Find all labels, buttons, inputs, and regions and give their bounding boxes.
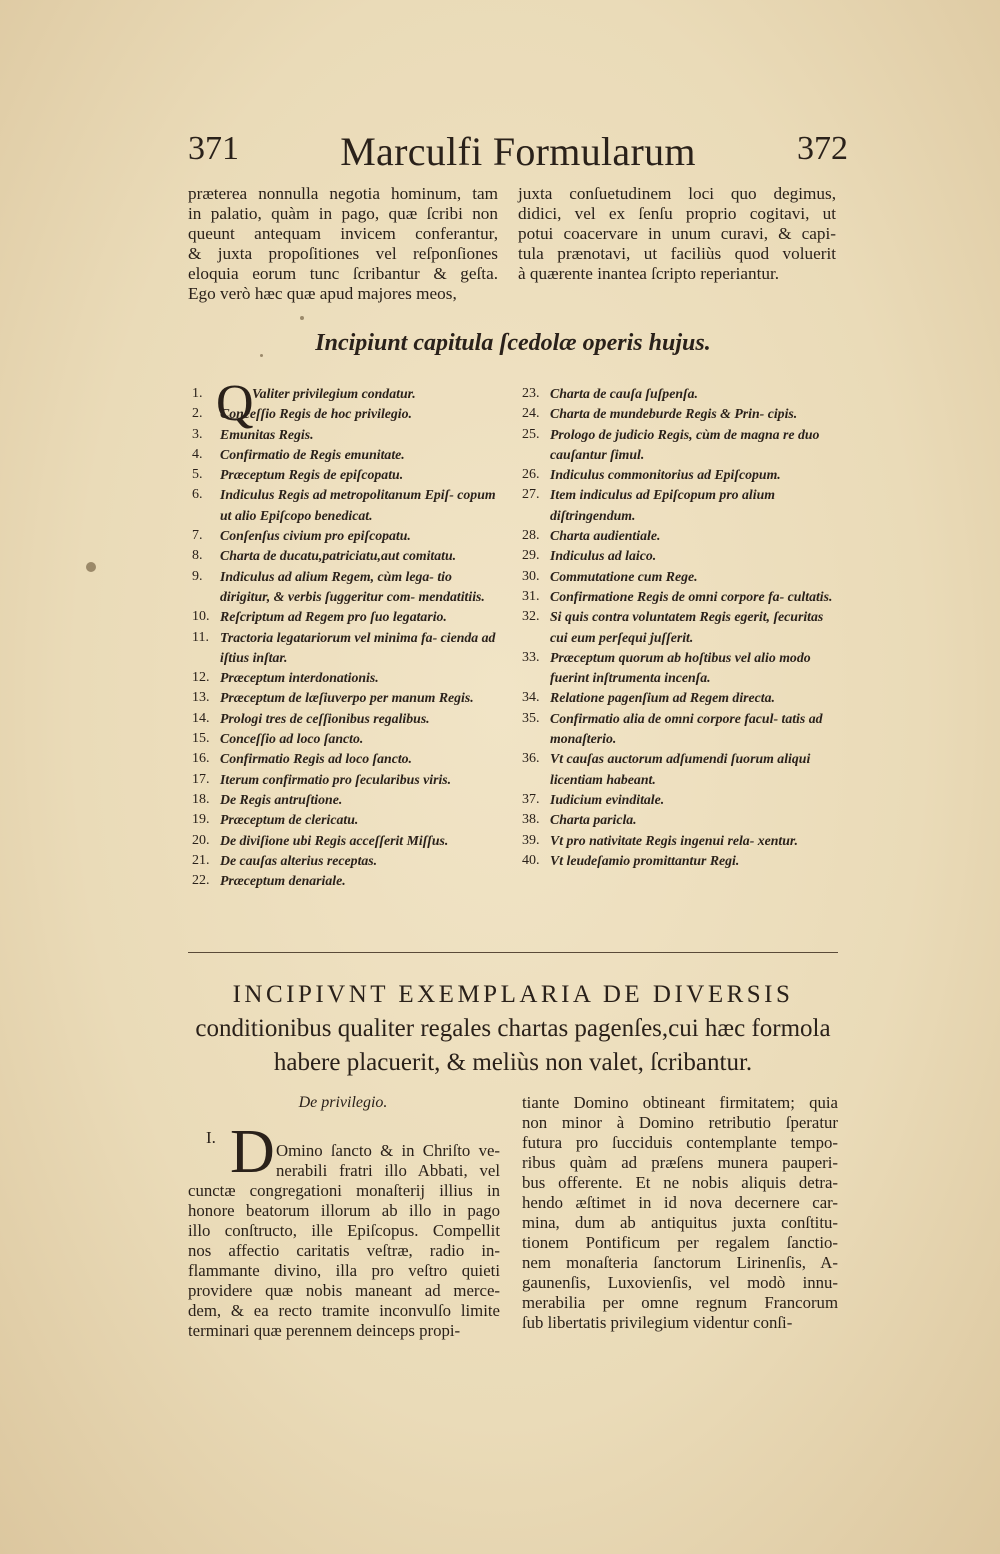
toc-title: Charta audientiale. xyxy=(550,528,661,544)
toc-title: Præceptum de læſiuverpo per manum Regis. xyxy=(220,690,474,706)
toc-entry xyxy=(522,404,838,424)
toc-number: 15. xyxy=(192,731,210,747)
text-line: ſub libertatis privilegium videntur conſi- xyxy=(522,1313,793,1332)
toc-number: 25. xyxy=(522,426,540,442)
ink-spot xyxy=(86,562,96,572)
text-line: potui coacervare in unum curavi, & capi- xyxy=(518,224,836,243)
toc-number: 21. xyxy=(192,852,210,868)
toc-number: 14. xyxy=(192,710,210,726)
text-line: futura pro ſucciduis contemplante tempo- xyxy=(522,1133,838,1152)
toc-entry xyxy=(192,526,504,546)
toc-number: 28. xyxy=(522,528,540,544)
toc-title: De cauſas alterius receptas. xyxy=(220,852,378,868)
toc-title: Præceptum Regis de epiſcopatu. xyxy=(220,467,404,483)
preface-right-column xyxy=(518,184,836,284)
page-number-right: 372 xyxy=(797,130,848,167)
text-line: nerabili fratri illo Abbati, vel xyxy=(276,1161,500,1180)
text-line: tiante Domino obtineant firmitatem; quia xyxy=(522,1093,838,1112)
toc-number: 1. xyxy=(192,386,203,401)
body-right-column xyxy=(522,1093,838,1333)
text-line: cunctæ congregationi monaſterij illius in xyxy=(188,1181,500,1200)
section-divider xyxy=(188,952,838,953)
toc-title: Reſcriptum ad Regem pro ſuo legatario. xyxy=(220,609,447,625)
toc-entry xyxy=(522,384,838,404)
text-line: & juxta propoſitiones vel reſponſiones xyxy=(188,244,498,263)
text-line: didici, vel ex ſenſu proprio cogitavi, ut xyxy=(518,204,836,223)
toc-title: Indiculus Regis ad metropolitanum Epiſ- copum ut alio Epiſcopo benedicat. xyxy=(220,487,496,523)
toc-entry xyxy=(192,831,504,851)
drop-cap-letter: D xyxy=(230,1118,275,1186)
toc-title: Præceptum de clericatu. xyxy=(220,812,359,828)
text-line: merabilia per omne regnum Francorum xyxy=(522,1293,838,1312)
toc-entry xyxy=(522,607,838,648)
toc-title: Conſenſus civium pro epiſcopatu. xyxy=(220,528,411,544)
running-title: Marculfi Formularum xyxy=(340,129,696,174)
toc-title: Relatione pagenſium ad Regem directa. xyxy=(550,690,775,706)
section-heading-line: INCIPIVNT EXEMPLARIA DE DIVERSIS xyxy=(232,981,794,1008)
toc-title: Indiculus ad laico. xyxy=(550,548,657,564)
toc-entry xyxy=(522,485,838,526)
toc-number: 37. xyxy=(522,791,540,807)
toc-number: 13. xyxy=(192,690,210,706)
text-line: terminari quæ perennem deinceps propi- xyxy=(188,1321,461,1340)
toc-entry xyxy=(192,546,504,566)
toc-number: 5. xyxy=(192,467,203,483)
text-line: illo conſtructo, ille Epiſcopus. Compellit xyxy=(188,1221,500,1240)
toc-title: Iudicium evinditale. xyxy=(550,791,665,807)
toc-number: 9. xyxy=(192,568,203,584)
text-line: juxta conſuetudinem loci quo degimus, xyxy=(518,184,836,203)
toc-entry xyxy=(522,546,838,566)
toc-entry xyxy=(192,709,504,729)
toc-entry xyxy=(192,668,504,688)
toc-title: Conceſſio Regis de hoc privilegio. xyxy=(220,406,412,422)
toc-title: Præceptum quorum ab hoſtibus vel alio modo fuerint inſtrumenta incenſa. xyxy=(550,649,811,686)
toc-entry xyxy=(522,709,838,750)
toc-entry xyxy=(522,749,838,790)
text-line: à quærente inantea ſcripto reperiantur. xyxy=(518,264,780,283)
subheading: De privilegio. xyxy=(298,1094,388,1111)
toc-entry xyxy=(522,425,838,466)
drop-cap-letter: Q xyxy=(216,375,254,432)
toc-title: Indiculus ad alium Regem, cùm lega- tio dirigitur, & verbis ſuggeritur com- mendatitiis. xyxy=(220,568,485,604)
toc-entry xyxy=(192,770,504,790)
toc-number: 20. xyxy=(192,832,210,848)
text-line: nos affectio caritatis veſtræ, radio in- xyxy=(188,1241,500,1260)
text-line: flammante divino, illa pro veſtro quieti xyxy=(188,1261,500,1280)
toc-number: 39. xyxy=(522,832,540,848)
text-line: ribus quàm ad præſens munera pauperi- xyxy=(522,1153,838,1172)
toc-entry xyxy=(192,688,504,708)
toc-number: 31. xyxy=(522,588,540,604)
section-heading-line: conditionibus qualiter regales chartas pagenſes,cui hæc formola xyxy=(195,1015,831,1042)
toc-number: 11. xyxy=(192,629,209,645)
toc-number: 30. xyxy=(522,568,540,584)
toc-title: Emunitas Regis. xyxy=(220,426,314,442)
toc-title: Charta de cauſa ſuſpenſa. xyxy=(550,386,698,401)
toc-title: Si quis contra voluntatem Regis egerit, ſecuritas cui eum perſequi juſſerit. xyxy=(550,609,824,645)
body-left-column xyxy=(188,1141,500,1341)
toc-title: Charta de mundeburde Regis & Prin- cipis. xyxy=(550,406,798,422)
toc-entry xyxy=(192,485,504,526)
toc-title: Charta paricla. xyxy=(550,812,637,828)
toc-number: 2. xyxy=(192,406,203,422)
text-line: non minor à Domino retributio ſperatur xyxy=(522,1113,838,1132)
toc-title: De diviſione ubi Regis acceſſerit Miſſus. xyxy=(220,832,449,848)
toc-title: Præceptum interdonationis. xyxy=(220,670,379,686)
toc-entry xyxy=(522,526,838,546)
toc-number: 6. xyxy=(192,487,203,503)
toc-number: 33. xyxy=(522,649,540,665)
toc-title: Præceptum denariale. xyxy=(220,873,346,889)
toc-entry xyxy=(192,445,504,465)
toc-number: 19. xyxy=(192,812,210,828)
text-line: queunt antequam invicem conferantur, xyxy=(188,224,498,243)
toc-entry xyxy=(522,851,838,871)
text-line: bus offerente. Et ne nobis aliquis detra- xyxy=(522,1173,838,1192)
preface-left-column xyxy=(188,184,498,304)
toc-entry xyxy=(192,729,504,749)
text-line: mina, dum ab antiquitus juxta conſtitu- xyxy=(522,1213,838,1232)
toc-number: 18. xyxy=(192,791,210,807)
toc-entry xyxy=(192,810,504,830)
text-line: tionem Pontificum per regalem ſanctio- xyxy=(522,1233,838,1252)
toc-entry xyxy=(192,567,504,608)
toc-entry xyxy=(192,749,504,769)
toc-number: 24. xyxy=(522,406,540,422)
toc-entry xyxy=(522,831,838,851)
toc-number: 35. xyxy=(522,710,540,726)
toc-number: 10. xyxy=(192,609,210,625)
toc-title: Confirmatione Regis de omni corpore fa- cultatis. xyxy=(550,588,833,604)
text-line: Ego verò hæc quæ apud majores meos, xyxy=(188,284,457,303)
toc-number: 34. xyxy=(522,690,540,706)
toc-number: 29. xyxy=(522,548,540,564)
toc-number: 32. xyxy=(522,609,540,625)
toc-title: Valiter privilegium condatur. xyxy=(252,386,416,401)
toc-title: Vt cauſas auctorum adſumendi ſuorum aliqui licentiam habeant. xyxy=(550,751,811,787)
text-line: Omino ſancto & in Chriſto ve- xyxy=(276,1141,500,1160)
toc-title: Indiculus commonitorius ad Epiſcopum. xyxy=(550,467,781,483)
toc-entry xyxy=(192,404,504,424)
toc-entry xyxy=(522,810,838,830)
table-of-contents-left xyxy=(192,375,504,891)
text-line: nem monaſteria ſanctorum Lirinenſis, A- xyxy=(522,1253,838,1272)
toc-entry xyxy=(522,567,838,587)
section-heading-line: habere placuerit, & meliùs non valet, ſcribantur. xyxy=(273,1049,753,1076)
toc-entry xyxy=(522,587,838,607)
toc-entry xyxy=(522,465,838,485)
toc-entry xyxy=(192,425,504,445)
toc-number: 40. xyxy=(522,852,540,868)
ink-spot xyxy=(300,316,304,320)
toc-entry xyxy=(192,628,504,669)
toc-number: 7. xyxy=(192,528,203,544)
toc-title: Vt leudeſamio promittantur Regi. xyxy=(550,852,740,868)
toc-title: Charta de ducatu,patriciatu,aut comitatu. xyxy=(220,548,457,564)
text-line: dem, & ea recto tramite inconvulſo limite xyxy=(188,1301,500,1320)
toc-number: 36. xyxy=(522,751,540,767)
section-heading xyxy=(188,978,838,1080)
text-line: in palatio, quàm in pago, quæ ſcribi non xyxy=(188,204,498,223)
toc-number: 26. xyxy=(522,467,540,483)
page-number-left: 371 xyxy=(188,130,239,167)
toc-title: Iterum confirmatio pro ſecularibus viris. xyxy=(220,771,452,787)
toc-entry xyxy=(522,648,838,689)
toc-entry xyxy=(522,688,838,708)
toc-title: Confirmatio Regis ad loco ſancto. xyxy=(220,751,413,767)
text-line: tula prænotavi, ut faciliùs quod voluerit xyxy=(518,244,836,263)
toc-entry xyxy=(522,790,838,810)
toc-number: 4. xyxy=(192,446,203,462)
toc-title: Conceſſio ad loco ſancto. xyxy=(220,731,364,747)
text-line: eloquia eorum tunc ſcribantur & geſta. xyxy=(188,264,498,283)
text-line: providere quæ nobis maneant ad merce- xyxy=(188,1281,500,1300)
toc-number: 12. xyxy=(192,670,210,686)
table-of-contents-right xyxy=(522,384,838,871)
toc-title: Confirmatio alia de omni corpore facul- tatis ad monaſterio. xyxy=(550,710,823,747)
text-line: præterea nonnulla negotia hominum, tam xyxy=(188,184,498,203)
toc-entry xyxy=(192,607,504,627)
toc-title: Commutatione cum Rege. xyxy=(550,568,698,584)
toc-title: Item indiculus ad Epiſcopum pro alium diſtringendum. xyxy=(550,487,776,523)
toc-entry xyxy=(192,790,504,810)
capitula-heading: Incipiunt capitula ſcedolæ operis hujus. xyxy=(315,330,711,356)
section-number: I. xyxy=(206,1128,216,1147)
toc-entry xyxy=(192,851,504,871)
toc-title: De Regis antruſtione. xyxy=(220,791,343,807)
toc-number: 3. xyxy=(192,426,203,442)
page-header xyxy=(188,130,848,182)
toc-title: Tractoria legatariorum vel minima fa- cienda ad iſtius inſtar. xyxy=(220,629,496,665)
text-line: honore beatorum illorum ab illo in pago xyxy=(188,1201,500,1220)
toc-number: 38. xyxy=(522,812,540,828)
toc-title: Vt pro nativitate Regis ingenui rela- xentur. xyxy=(550,832,798,848)
toc-number: 22. xyxy=(192,873,210,889)
toc-title: Prologi tres de ceſſionibus regalibus. xyxy=(220,710,430,726)
toc-number: 27. xyxy=(522,487,540,503)
toc-entry xyxy=(192,871,504,891)
toc-number: 17. xyxy=(192,771,210,787)
toc-title: Prologo de judicio Regis, cùm de magna re duo cauſantur ſimul. xyxy=(550,426,820,462)
toc-number: 8. xyxy=(192,548,203,564)
toc-title: Confirmatio de Regis emunitate. xyxy=(220,446,405,462)
text-line: hendo æſtimet in id nova decernere car- xyxy=(522,1193,838,1212)
toc-number: 16. xyxy=(192,751,210,767)
text-line: gaunenſis, Luxovienſis, vel modò innu- xyxy=(522,1273,838,1292)
toc-number: 23. xyxy=(522,386,540,401)
toc-entry xyxy=(192,465,504,485)
